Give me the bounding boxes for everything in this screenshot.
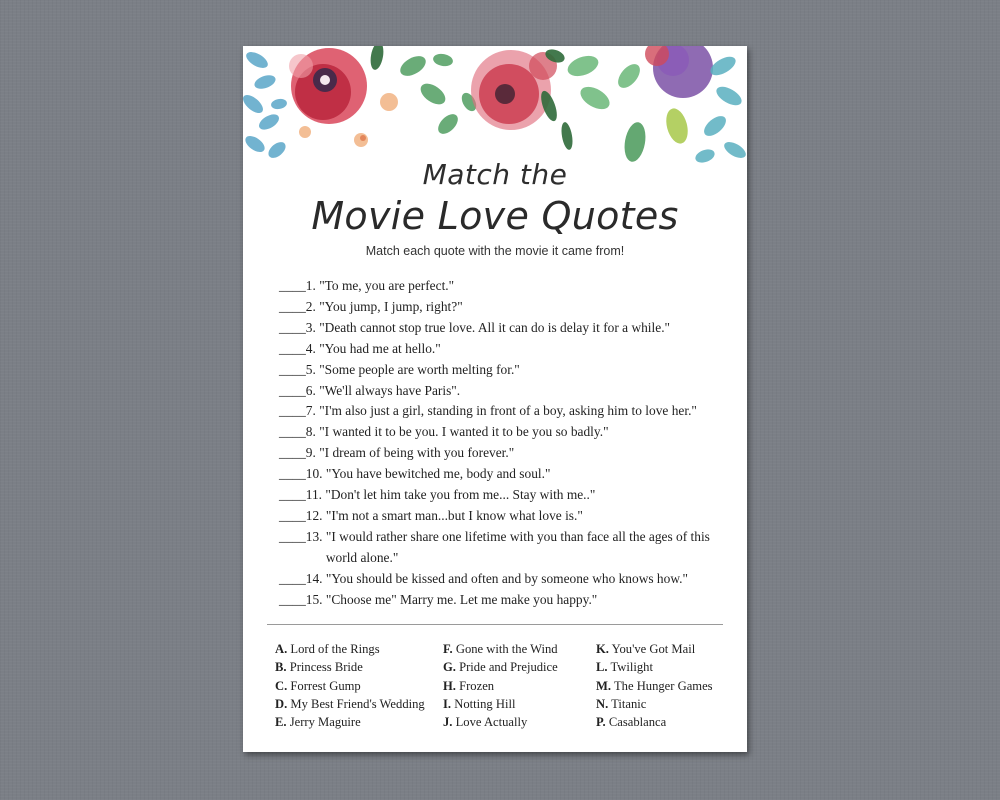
quote-text: "I dream of being with you forever." bbox=[319, 445, 515, 461]
option-movie: Twilight bbox=[610, 660, 653, 675]
movie-option bbox=[596, 677, 747, 695]
option-movie: Lord of the Rings bbox=[290, 642, 380, 656]
quote-item bbox=[279, 381, 719, 402]
answer-blank: ____ bbox=[279, 382, 306, 398]
quote-number: 10. bbox=[305, 466, 323, 482]
red-flower-center bbox=[471, 50, 557, 130]
printable-card bbox=[243, 46, 747, 752]
quote-item bbox=[279, 276, 719, 297]
option-letter: G. bbox=[443, 660, 456, 675]
movie-option bbox=[275, 713, 445, 731]
quote-number: 11. bbox=[305, 487, 323, 503]
option-letter: A. bbox=[275, 642, 288, 656]
quote-number: 4. bbox=[305, 340, 316, 356]
answer-column-1 bbox=[275, 640, 445, 731]
quote-item bbox=[279, 318, 719, 339]
red-flower-left bbox=[289, 48, 367, 124]
option-letter: K. bbox=[596, 642, 609, 656]
floral-border-illustration bbox=[243, 46, 747, 176]
movie-option bbox=[596, 695, 747, 713]
option-movie: Notting Hill bbox=[454, 696, 516, 711]
quote-text: "Don't let him take you from me... Stay with me.." bbox=[325, 487, 596, 503]
option-letter: H. bbox=[443, 678, 456, 693]
answer-column-2 bbox=[443, 640, 613, 731]
quote-item bbox=[279, 422, 719, 443]
answer-blank: ____ bbox=[279, 278, 306, 293]
answer-blank: ____ bbox=[279, 424, 306, 440]
movie-option bbox=[443, 640, 613, 658]
quote-item bbox=[279, 485, 719, 506]
answer-blank: ____ bbox=[279, 403, 306, 419]
quote-number: 2. bbox=[305, 298, 316, 314]
movie-option bbox=[443, 713, 613, 731]
quote-text: "Death cannot stop true love. All it can do is delay it for a while." bbox=[319, 319, 671, 335]
quote-text: "I'm also just a girl, standing in front of a boy, asking him to love her." bbox=[319, 403, 697, 419]
option-movie: Forrest Gump bbox=[290, 678, 361, 693]
movie-option bbox=[443, 677, 613, 695]
option-letter: J. bbox=[443, 715, 453, 730]
option-letter: L. bbox=[596, 660, 608, 675]
movie-option bbox=[596, 713, 747, 731]
quote-text: "You jump, I jump, right?" bbox=[319, 298, 463, 314]
option-movie: My Best Friend's Wedding bbox=[290, 696, 425, 711]
option-movie: Love Actually bbox=[455, 715, 528, 730]
option-letter: E. bbox=[275, 715, 287, 730]
quote-number: 3. bbox=[305, 319, 316, 335]
movie-option bbox=[275, 658, 445, 676]
option-movie: Pride and Prejudice bbox=[459, 660, 558, 675]
quote-item bbox=[279, 506, 719, 527]
option-letter: N. bbox=[596, 696, 609, 711]
answer-blank: ____ bbox=[279, 361, 306, 377]
quote-text: "Some people are worth melting for." bbox=[319, 361, 520, 377]
quote-number: 12. bbox=[305, 507, 323, 523]
quote-text: "Choose me" Marry me. Let me make you happy." bbox=[325, 591, 598, 607]
quote-item bbox=[279, 297, 719, 318]
quote-text: "You should be kissed and often and by someone who knows how." bbox=[325, 570, 688, 586]
movie-option bbox=[275, 677, 445, 695]
option-letter: F. bbox=[443, 642, 453, 656]
quote-item bbox=[279, 569, 719, 590]
movie-option bbox=[275, 640, 445, 658]
movie-option bbox=[443, 658, 613, 676]
answer-blank: ____ bbox=[279, 528, 306, 544]
quote-text: "To me, you are perfect." bbox=[319, 278, 455, 293]
quote-text: "I wanted it to be you. I wanted it to be you so badly." bbox=[319, 424, 609, 440]
quote-text: "I would rather share one lifetime with you than face all the ages of this world alone." bbox=[325, 528, 710, 565]
green-leaves-center bbox=[397, 52, 479, 137]
quote-number: 9. bbox=[305, 445, 316, 461]
option-movie: Titanic bbox=[611, 696, 647, 711]
option-letter: D. bbox=[275, 696, 288, 711]
option-movie: Jerry Maguire bbox=[289, 715, 361, 730]
quote-item bbox=[279, 360, 719, 381]
answer-blank: ____ bbox=[279, 487, 306, 503]
quote-list bbox=[279, 276, 719, 611]
quote-number: 7. bbox=[305, 403, 316, 419]
option-letter: P. bbox=[596, 715, 606, 730]
option-movie: The Hunger Games bbox=[613, 678, 713, 693]
option-letter: I. bbox=[443, 696, 452, 711]
quote-text: "We'll always have Paris". bbox=[319, 382, 461, 398]
option-letter: M. bbox=[596, 678, 612, 693]
answer-blank: ____ bbox=[279, 591, 306, 607]
option-movie: Frozen bbox=[459, 678, 495, 693]
quote-number: 6. bbox=[305, 382, 316, 398]
option-movie: Casablanca bbox=[608, 715, 667, 730]
title-line-1: Match the bbox=[422, 158, 568, 191]
purple-flower bbox=[645, 46, 713, 98]
answer-blank: ____ bbox=[279, 319, 306, 335]
option-movie: Princess Bride bbox=[289, 660, 363, 675]
quote-text: "You had me at hello." bbox=[319, 340, 441, 356]
quote-item bbox=[279, 464, 719, 485]
quote-item bbox=[279, 443, 719, 464]
answer-blank: ____ bbox=[279, 340, 306, 356]
quote-item bbox=[279, 527, 719, 569]
title-line-2: Movie Love Quotes bbox=[311, 194, 679, 238]
quote-number: 14. bbox=[305, 570, 323, 586]
option-movie: Gone with the Wind bbox=[455, 642, 558, 656]
quote-item bbox=[279, 590, 719, 611]
quote-text: "You have bewitched me, body and soul." bbox=[325, 466, 551, 482]
answer-blank: ____ bbox=[279, 298, 306, 314]
quote-number: 8. bbox=[305, 424, 316, 440]
movie-option bbox=[443, 695, 613, 713]
quote-number: 5. bbox=[305, 361, 316, 377]
answer-blank: ____ bbox=[279, 466, 306, 482]
option-letter: C. bbox=[275, 678, 288, 693]
blue-leaves-left bbox=[243, 49, 289, 161]
movie-option bbox=[275, 695, 445, 713]
answer-blank: ____ bbox=[279, 445, 306, 461]
quote-text: "I'm not a smart man...but I know what love is." bbox=[325, 507, 583, 523]
divider bbox=[267, 624, 723, 625]
option-letter: B. bbox=[275, 660, 287, 675]
answer-blank: ____ bbox=[279, 570, 306, 586]
quote-number: 15. bbox=[305, 591, 323, 607]
instructions: Match each quote with the movie it came from! bbox=[365, 244, 625, 258]
quote-item bbox=[279, 339, 719, 360]
quote-number: 13. bbox=[305, 528, 323, 544]
quote-item bbox=[279, 401, 719, 422]
movie-option bbox=[596, 658, 747, 676]
answer-blank: ____ bbox=[279, 507, 306, 523]
quote-number: 1. bbox=[305, 278, 316, 293]
movie-option bbox=[596, 640, 747, 658]
answer-column-3 bbox=[596, 640, 747, 731]
option-movie: You've Got Mail bbox=[611, 642, 696, 656]
